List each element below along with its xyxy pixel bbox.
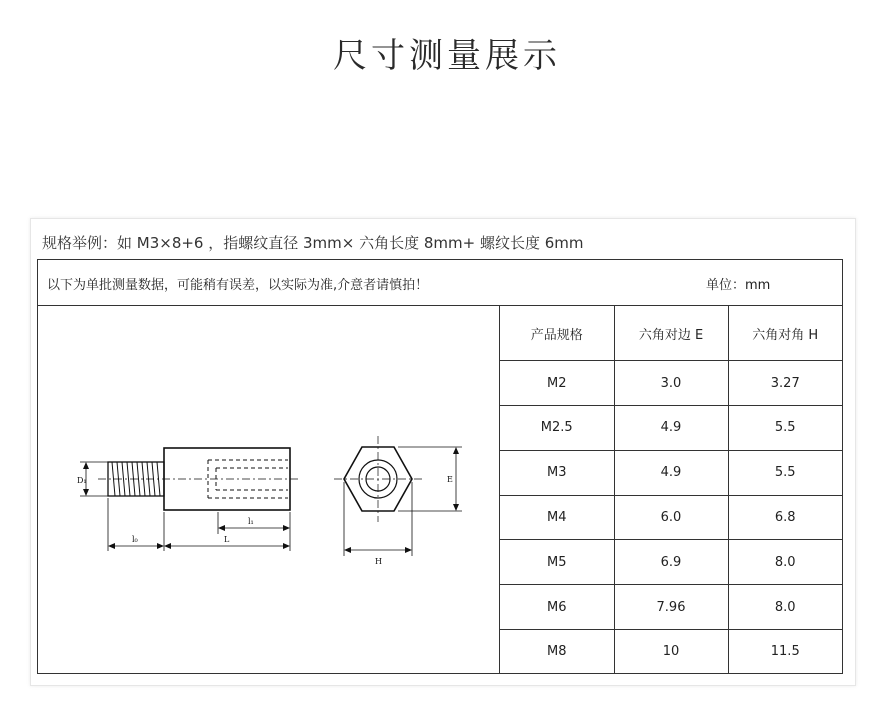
cell-spec: M2.5	[500, 405, 614, 450]
notice-row	[38, 260, 842, 306]
cell-hex-flat: 3.0	[614, 361, 728, 406]
standoff-drawing-svg	[38, 306, 500, 673]
table-row	[500, 405, 842, 450]
table-row	[500, 540, 842, 585]
cell-hex-corner: 5.5	[728, 450, 842, 495]
spec-example-text: 规格举例：如 M3×8+6 ，指螺纹直径 3mm× 六角长度 8mm+ 螺纹长度 6mm	[42, 234, 584, 252]
header-spec: 产品规格	[500, 306, 614, 361]
label-d1: D₁	[77, 476, 87, 485]
cell-spec: M8	[500, 630, 614, 674]
cell-hex-flat: 7.96	[614, 585, 728, 630]
notice-text: 以下为单批测量数据，可能稍有误差，以实际为准,介意者请慎拍！	[47, 278, 429, 293]
cell-hex-flat: 4.9	[614, 450, 728, 495]
cell-hex-corner: 6.8	[728, 495, 842, 540]
cell-hex-corner: 3.27	[728, 361, 842, 406]
label-l: L	[224, 535, 230, 544]
technical-drawing	[38, 306, 500, 673]
table-row	[500, 585, 842, 630]
cell-hex-corner: 5.5	[728, 405, 842, 450]
label-e: E	[447, 475, 453, 484]
label-l1: l₁	[248, 517, 254, 526]
cell-hex-flat: 4.9	[614, 405, 728, 450]
table-row	[500, 450, 842, 495]
cell-spec: M2	[500, 361, 614, 406]
cell-spec: M3	[500, 450, 614, 495]
cell-spec: M6	[500, 585, 614, 630]
cell-hex-corner: 8.0	[728, 585, 842, 630]
table-header-row	[500, 306, 842, 361]
header-hex-corner: 六角对角 H	[728, 306, 842, 361]
cell-hex-flat: 6.9	[614, 540, 728, 585]
cell-hex-flat: 6.0	[614, 495, 728, 540]
table-row	[500, 495, 842, 540]
cell-spec: M5	[500, 540, 614, 585]
cell-spec: M4	[500, 495, 614, 540]
label-h: H	[375, 557, 382, 566]
cell-hex-corner: 8.0	[728, 540, 842, 585]
spec-frame	[37, 259, 843, 674]
unit-label: 单位：mm	[706, 278, 771, 293]
cell-hex-flat: 10	[614, 630, 728, 674]
cell-hex-corner: 11.5	[728, 630, 842, 674]
page-title: 尺寸测量展示	[333, 36, 561, 76]
header-hex-flat: 六角对边 E	[614, 306, 728, 361]
table-row	[500, 361, 842, 406]
table-row	[500, 630, 842, 674]
spec-table	[500, 306, 842, 673]
label-l0: l₀	[132, 535, 138, 544]
